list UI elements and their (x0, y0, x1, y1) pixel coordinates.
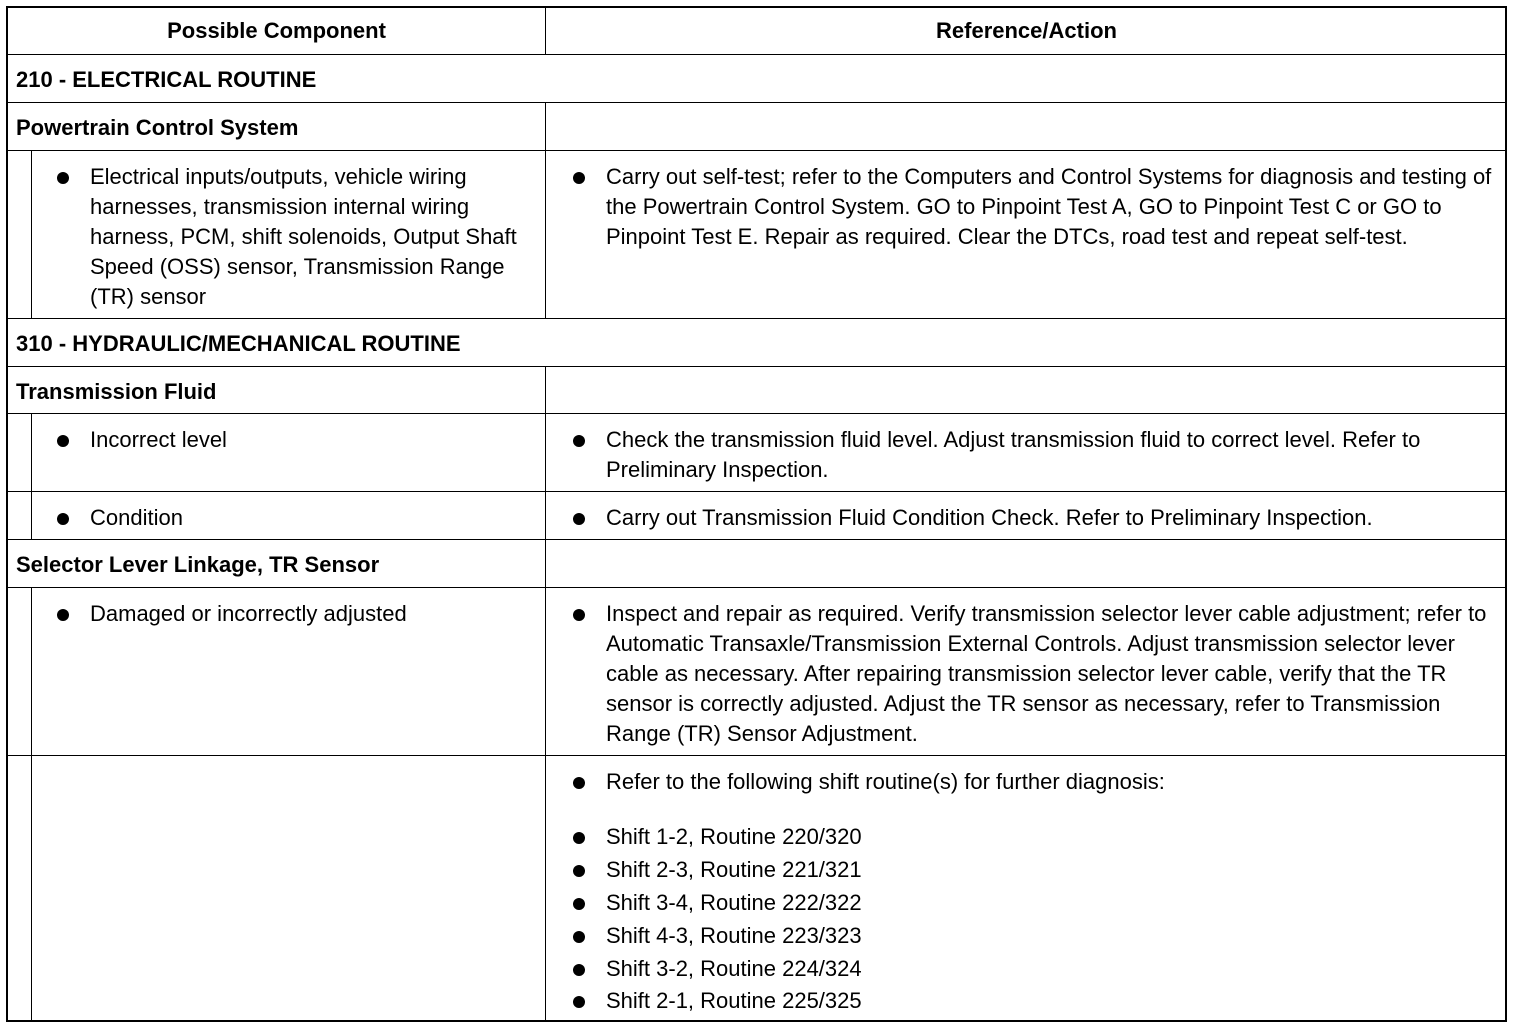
shift-routine-text: Shift 2-3, Routine 221/321 (606, 857, 862, 882)
column-divider (545, 756, 546, 1020)
bullet-icon (57, 609, 69, 621)
shift-routine-item (573, 822, 1503, 852)
action-text: Inspect and repair as required. Verify transmission selector lever cable adjustment; refer to Automatic Transaxle/Transmission External Controls. Adjust transmission selector lever cable as necessary. After repairing transmission selector lever cable, verify that the TR sensor is correctly adjusted. Adjust the TR sensor as necessary, refer to Transmission Range (TR) Sensor Adjustment. (606, 601, 1487, 746)
group-title: Transmission Fluid (16, 379, 217, 404)
shift-routine-text: Shift 4-3, Routine 223/323 (606, 923, 862, 948)
shift-routine-text: Shift 3-4, Routine 222/322 (606, 890, 862, 915)
bullet-icon (573, 898, 585, 910)
indent-divider (31, 492, 32, 539)
section-row-electrical-routine (8, 55, 1505, 103)
indent-divider (31, 756, 32, 1020)
component-text: Condition (90, 505, 183, 530)
shift-routine-item (573, 986, 1503, 1016)
bullet-icon (573, 996, 585, 1008)
column-divider (545, 367, 546, 413)
action-item (573, 599, 1503, 749)
table-row (8, 492, 1505, 540)
indent-divider (31, 151, 32, 318)
bullet-icon (57, 513, 69, 525)
component-text: Incorrect level (90, 427, 227, 452)
shift-routine-item (573, 921, 1503, 951)
action-text: Refer to the following shift routine(s) for further diagnosis: (606, 769, 1165, 794)
section-title: 310 - HYDRAULIC/MECHANICAL ROUTINE (16, 331, 461, 356)
header-possible-component: Possible Component (167, 18, 386, 43)
bullet-icon (57, 435, 69, 447)
action-item (573, 503, 1503, 533)
column-divider (545, 540, 546, 587)
column-divider (545, 492, 546, 539)
diagnostic-table (6, 6, 1507, 1022)
shift-routine-item (573, 888, 1503, 918)
indent-divider (31, 588, 32, 755)
component-text: Damaged or incorrectly adjusted (90, 601, 407, 626)
shift-routine-text: Shift 2-1, Routine 225/325 (606, 988, 862, 1013)
shift-routine-item (573, 954, 1503, 984)
bullet-icon (573, 435, 585, 447)
bullet-icon (573, 513, 585, 525)
bullet-icon (573, 777, 585, 789)
header-reference-action: Reference/Action (936, 18, 1117, 43)
column-divider (545, 588, 546, 755)
column-divider (545, 151, 546, 318)
bullet-icon (573, 609, 585, 621)
group-title: Powertrain Control System (16, 115, 299, 140)
action-text: Check the transmission fluid level. Adjust transmission fluid to correct level. Refer to Preliminary Inspection. (606, 427, 1421, 482)
action-item (573, 425, 1503, 485)
bullet-icon (573, 172, 585, 184)
action-item (573, 767, 1503, 797)
bullet-icon (573, 865, 585, 877)
component-item (57, 599, 537, 629)
component-item (57, 503, 537, 533)
shift-routine-text: Shift 3-2, Routine 224/324 (606, 956, 862, 981)
column-divider (545, 414, 546, 491)
group-row-selector-lever (8, 540, 1505, 588)
section-title: 210 - ELECTRICAL ROUTINE (16, 67, 317, 92)
bullet-icon (57, 172, 69, 184)
action-text: Carry out Transmission Fluid Condition Check. Refer to Preliminary Inspection. (606, 505, 1373, 530)
group-row-transmission-fluid (8, 367, 1505, 414)
component-text: Electrical inputs/outputs, vehicle wiring harnesses, transmission internal wiring harness, PCM, shift solenoids, Output Shaft Speed (OSS) sensor, Transmission Range (TR) sensor (90, 164, 517, 309)
group-row-powertrain (8, 103, 1505, 151)
table-row (8, 151, 1505, 319)
bullet-icon (573, 931, 585, 943)
table-row (8, 756, 1505, 1020)
bullet-icon (573, 832, 585, 844)
table-row (8, 588, 1505, 756)
shift-routine-text: Shift 1-2, Routine 220/320 (606, 824, 862, 849)
group-title: Selector Lever Linkage, TR Sensor (16, 552, 380, 577)
column-divider (545, 103, 546, 150)
section-row-hydraulic-routine (8, 319, 1505, 367)
component-item (57, 425, 537, 455)
action-item (573, 162, 1503, 282)
indent-divider (31, 414, 32, 491)
action-text: Carry out self-test; refer to the Computers and Control Systems for diagnosis and testing of the Powertrain Control System. GO to Pinpoint Test A, GO to Pinpoint Test C or GO to Pinpoint Test E. Repair as required. Clear the DTCs, road test and repeat self-test. (606, 164, 1492, 249)
table-row (8, 414, 1505, 492)
shift-routine-item (573, 855, 1503, 885)
component-item (57, 162, 537, 312)
table-header-row (8, 8, 1505, 55)
bullet-icon (573, 964, 585, 976)
